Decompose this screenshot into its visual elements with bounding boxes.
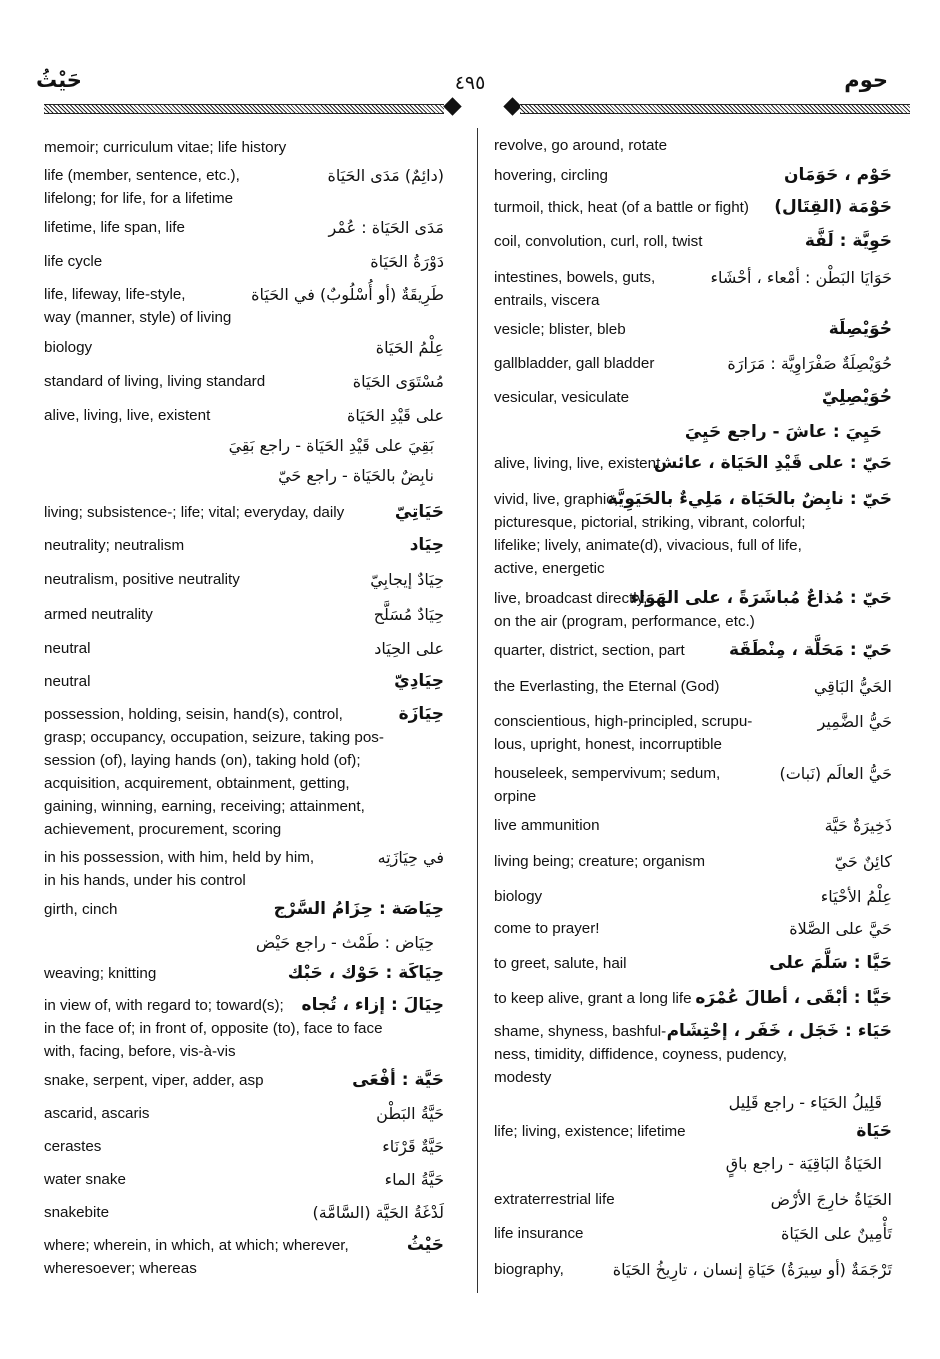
english-definition: where; wherein, in which, at which; wherever,: [44, 1237, 349, 1254]
english-definition: entrails, viscera: [494, 292, 600, 309]
english-definition: acquisition, acquirement, obtainment, getting,: [44, 775, 350, 792]
dictionary-entry: [494, 710, 892, 756]
arabic-headword: قَلِيلُ الحَيَاء - راجع قَلِيل: [728, 1093, 882, 1112]
arabic-headword: حَيُّ العالَم (نَبات): [779, 764, 892, 783]
arabic-headword: حَيَاتِيّ: [394, 502, 444, 522]
english-definition: wheresoever; whereas: [44, 1260, 197, 1277]
english-definition: in his hands, under his control: [44, 872, 246, 889]
dictionary-entry: [44, 703, 444, 841]
arabic-headword: حَيْثُ: [406, 1235, 444, 1255]
arabic-headword: حَيَاء : خَجَل ، خَفَر ، إحْتِشَام: [666, 1021, 892, 1041]
english-definition: alive, living, live, existent: [44, 407, 211, 424]
english-definition: life, lifeway, life-style,: [44, 286, 186, 303]
dictionary-entry: [494, 164, 892, 187]
arabic-headword: حَيّ : مُذاعٌ مُباشَرَةً ، على الهَوَاء: [630, 588, 892, 608]
english-definition: houseleek, sempervivum; sedum,: [494, 765, 721, 782]
dictionary-entry: [44, 1135, 444, 1158]
header-left-word: حَيْثُ: [36, 68, 82, 92]
dictionary-entry: [44, 1168, 444, 1191]
dictionary-entry: [44, 898, 444, 921]
english-definition: neutrality; neutralism: [44, 537, 185, 554]
dictionary-entry: [494, 885, 892, 908]
arabic-headword: تَأْمِينٌ على الحَيَاة: [781, 1224, 892, 1243]
arabic-headword: حَوِيَّة : لَفَّة: [804, 231, 892, 251]
arabic-headword: الحَيَاةُ خارِجَ الأرْض: [770, 1190, 892, 1209]
arabic-headword: في حِيَازَتِه: [377, 848, 444, 867]
dictionary-entry: [44, 637, 444, 660]
page-number: ٤٩٥: [454, 72, 486, 94]
english-definition: live, broadcast directly,: [494, 590, 648, 607]
english-definition: standard of living, living standard: [44, 373, 266, 390]
arabic-headword: على الحِيَاد: [374, 639, 444, 658]
english-definition: vivid, live, graphic,: [494, 491, 619, 508]
english-definition: ness, timidity, diffidence, coyness, pudency,: [494, 1046, 787, 1063]
arabic-headword: حَوْمَة (القِتَال): [774, 197, 892, 217]
english-definition: possession, holding, seisin, hand(s), control,: [44, 706, 343, 723]
english-definition: water snake: [44, 1171, 126, 1188]
arabic-headword: تَرْجَمَةٌ (أو سِيرَةُ) حَيَاةِ إنسان ، تارِيخُ الحَيَاة: [612, 1260, 892, 1279]
column-divider: [477, 128, 478, 1293]
dictionary-entry: [494, 230, 892, 253]
dictionary-entry: [494, 917, 892, 940]
english-definition: biology: [44, 339, 93, 356]
arabic-headword: حَيَّةٌ قَرْنَاء: [382, 1137, 444, 1156]
english-definition: with, facing, before, vis-à-vis: [44, 1043, 236, 1060]
arabic-headword: حَوَايَا البَطْن : أمْعاء ، أحْشَاء: [710, 268, 892, 287]
english-definition: intestines, bowels, guts,: [494, 269, 656, 286]
dictionary-entry: [44, 216, 444, 239]
arabic-headword: بَقِيَ على قَيْدِ الحَيَاة - راجع بَقِيَ: [228, 436, 434, 455]
arabic-headword: حَيّ : مَحَلَّة ، مِنْطَقَة: [729, 640, 892, 660]
diamond-ornament-right: [503, 97, 521, 115]
english-definition: gaining, winning, earning, receiving; attainment,: [44, 798, 365, 815]
dictionary-entry: [494, 762, 892, 808]
arabic-headword: حَيّ : على قَيْدِ الحَيَاة ، عائش: [653, 453, 892, 473]
arabic-headword: حَيَّا : سَلَّمَ على: [769, 953, 892, 973]
english-definition: life; living, existence; lifetime: [494, 1123, 686, 1140]
arabic-headword: حَوْم ، حَوَمَان: [784, 165, 892, 185]
dictionary-entry: [494, 850, 892, 873]
english-definition: vesicular, vesiculate: [494, 389, 630, 406]
english-definition: in the face of; in front of, opposite (to), face to face: [44, 1020, 383, 1037]
arabic-headword: حَيَّ على الصَّلاة: [789, 919, 892, 938]
english-definition: neutral: [44, 640, 91, 657]
dictionary-entry: [44, 336, 444, 359]
dictionary-entry: [44, 283, 444, 329]
english-definition: alive, living, live, existent: [494, 455, 661, 472]
dictionary-entry: [44, 250, 444, 273]
header-rule-right: [520, 104, 910, 114]
arabic-headword: حَيَاة: [856, 1121, 892, 1141]
dictionary-entry: [494, 452, 892, 475]
english-definition: live ammunition: [494, 817, 600, 834]
dictionary-entry: [494, 639, 892, 662]
dictionary-entry: [494, 386, 892, 409]
dictionary-entry: [44, 1234, 444, 1280]
arabic-headword: حُوَيْصِلَة: [828, 319, 892, 339]
arabic-headword: حِيَادٌ مُسَلَّح: [373, 605, 444, 624]
dictionary-entry: [494, 1120, 892, 1143]
header-right-word: حوم: [844, 68, 888, 92]
dictionary-entry: [44, 1069, 444, 1092]
english-definition: biography,: [494, 1261, 564, 1278]
english-definition: session (of), laying hands (on), taking hold (of);: [44, 752, 361, 769]
english-definition: hovering, circling: [494, 167, 608, 184]
english-definition: neutral: [44, 673, 91, 690]
english-definition: to keep alive, grant a long life: [494, 990, 692, 1007]
arabic-headword: حَيَّةُ البَطْن: [376, 1104, 444, 1123]
english-definition: shame, shyness, bashful-: [494, 1023, 667, 1040]
diamond-ornament-left: [443, 97, 461, 115]
header-rule-left: [44, 104, 444, 114]
dictionary-entry: [44, 603, 444, 626]
english-definition: lifetime, life span, life: [44, 219, 185, 236]
english-definition: on the air (program, performance, etc.): [494, 613, 755, 630]
english-definition: extraterrestrial life: [494, 1191, 615, 1208]
dictionary-entry: [494, 196, 892, 219]
arabic-headword: لَدْغَةُ الحَيَّة (السَّامَّة): [312, 1203, 444, 1222]
dictionary-entry: [494, 1222, 892, 1245]
arabic-headword: حِيَاد: [409, 535, 444, 555]
arabic-headword: حَيّ : نابِضٌ بالحَيَاة ، مَلِيءٌ بالحَيَوِيَّة: [607, 489, 892, 509]
english-definition: in his possession, with him, held by him,: [44, 849, 315, 866]
dictionary-entry: [44, 568, 444, 591]
dictionary-entry: [494, 587, 892, 633]
dictionary-entry: [44, 1201, 444, 1224]
english-definition: lifelike; lively, animate(d), vivacious, full of life,: [494, 537, 802, 554]
english-definition: picturesque, pictorial, striking, vibrant, colorful;: [494, 514, 806, 531]
english-definition: snakebite: [44, 1204, 110, 1221]
arabic-headword: نابِضٌ بالحَيَاة - راجع حَيّ: [278, 466, 434, 485]
dictionary-entry: [44, 164, 444, 210]
arabic-headword: حَيُّ الضَّمِير: [817, 712, 892, 731]
arabic-headword: حُوَيْصِلِيّ: [821, 387, 892, 407]
arabic-headword: على قَيْدِ الحَيَاة: [347, 406, 444, 425]
dictionary-entry: [494, 952, 892, 975]
dictionary-entry: [494, 814, 892, 837]
english-definition: memoir; curriculum vitae; life history: [44, 139, 287, 156]
english-definition: ascarid, ascaris: [44, 1105, 150, 1122]
arabic-headword: طَرِيقَةٌ (أو أُسْلُوبٌ) في الحَيَاة: [251, 285, 444, 304]
english-definition: gallbladder, gall bladder: [494, 355, 655, 372]
english-definition: life insurance: [494, 1225, 584, 1242]
arabic-headword: حَيِيَ : عاشَ - راجع حَيِيَ: [684, 422, 882, 442]
dictionary-entry: [494, 134, 892, 157]
arabic-headword: حِيَاض : طَمْث - راجع حَيْض: [255, 933, 434, 952]
dictionary-entry: [494, 352, 892, 375]
dictionary-entry: [44, 501, 444, 524]
arabic-headword: ذَخِيرَةٌ حَيَّة: [824, 816, 892, 835]
english-definition: active, energetic: [494, 560, 605, 577]
english-definition: orpine: [494, 788, 537, 805]
english-definition: cerastes: [44, 1138, 102, 1155]
arabic-headword: كائِنٌ حَيّ: [834, 852, 892, 871]
english-definition: turmoil, thick, heat (of a battle or fight): [494, 199, 749, 216]
english-definition: come to prayer!: [494, 920, 600, 937]
english-definition: revolve, go around, rotate: [494, 137, 668, 154]
english-definition: lous, upright, honest, incorruptible: [494, 736, 722, 753]
arabic-headword: حِيَاكَة : حَوْك ، حَبْك: [287, 963, 444, 983]
dictionary-entry: [44, 670, 444, 693]
arabic-headword: حَيَّة : أفْعَى: [352, 1070, 444, 1090]
english-definition: armed neutrality: [44, 606, 153, 623]
arabic-headword: حَيَّا : أبْقَى ، أطالَ عُمْرَه: [695, 988, 892, 1008]
dictionary-entry: [494, 675, 892, 698]
english-definition: quarter, district, section, part: [494, 642, 685, 659]
dictionary-entry: [44, 846, 444, 892]
arabic-headword: الحَيُّ البَاقِي: [813, 677, 892, 696]
arabic-headword: حَيَّةُ الماء: [384, 1170, 444, 1189]
dictionary-entry: [44, 994, 444, 1063]
english-definition: neutralism, positive neutrality: [44, 571, 240, 588]
english-definition: girth, cinch: [44, 901, 118, 918]
dictionary-entry: [494, 318, 892, 341]
dictionary-entry: [494, 1020, 892, 1089]
english-definition: the Everlasting, the Eternal (God): [494, 678, 720, 695]
arabic-headword: دَوْرَةُ الحَيَاة: [370, 252, 444, 271]
arabic-headword: حِيَادِيّ: [394, 671, 444, 691]
english-definition: to greet, salute, hail: [494, 955, 627, 972]
english-definition: living being; creature; organism: [494, 853, 706, 870]
english-definition: conscientious, high-principled, scrupu-: [494, 713, 753, 730]
english-definition: snake, serpent, viper, adder, asp: [44, 1072, 264, 1089]
dictionary-entry: [44, 962, 444, 985]
arabic-headword: مَدَى الحَيَاة : عُمْر: [328, 218, 444, 237]
english-definition: life cycle: [44, 253, 103, 270]
dictionary-entry: [494, 1258, 892, 1281]
arabic-headword: حِيَادٌ إيجابِيّ: [370, 570, 444, 589]
english-definition: achievement, procurement, scoring: [44, 821, 282, 838]
arabic-headword: حِيَالَ : إزاء ، تُجاه: [301, 995, 444, 1015]
dictionary-entry: [44, 534, 444, 557]
arabic-headword: (دائِمٌ) مَدَى الحَيَاة: [327, 166, 444, 185]
dictionary-entry: [44, 1102, 444, 1125]
arabic-headword: حُوَيْصِلَةٌ صَفْرَاوِيَّة : مَرَارَة: [727, 354, 892, 373]
arabic-headword: عِلْمُ الحَيَاة: [375, 338, 444, 357]
english-definition: weaving; knitting: [44, 965, 157, 982]
english-definition: modesty: [494, 1069, 552, 1086]
arabic-headword: حِيَازَة: [398, 704, 444, 724]
arabic-headword: الحَيَاةُ البَاقِيَة - راجع باقٍ: [725, 1154, 882, 1173]
dictionary-entry: [44, 404, 444, 427]
english-definition: lifelong; for life, for a lifetime: [44, 190, 234, 207]
english-definition: grasp; occupancy, occupation, seizure, taking pos-: [44, 729, 384, 746]
dictionary-entry: [44, 370, 444, 393]
english-definition: living; subsistence-; life; vital; everyday, daily: [44, 504, 345, 521]
dictionary-entry: [44, 136, 444, 159]
dictionary-entry: [494, 987, 892, 1010]
arabic-headword: مُسْتَوَى الحَيَاة: [352, 372, 444, 391]
english-definition: vesicle; blister, bleb: [494, 321, 626, 338]
arabic-headword: عِلْمُ الأحْيَاء: [820, 887, 892, 906]
dictionary-entry: [494, 488, 892, 580]
english-definition: in view of, with regard to; toward(s);: [44, 997, 284, 1014]
dictionary-entry: [494, 1188, 892, 1211]
dictionary-entry: [494, 266, 892, 312]
arabic-headword: حِيَاصَة : حِزَامُ السَّرْج: [273, 899, 444, 919]
english-definition: coil, convolution, curl, roll, twist: [494, 233, 703, 250]
english-definition: life (member, sentence, etc.),: [44, 167, 240, 184]
english-definition: way (manner, style) of living: [44, 309, 232, 326]
english-definition: biology: [494, 888, 543, 905]
